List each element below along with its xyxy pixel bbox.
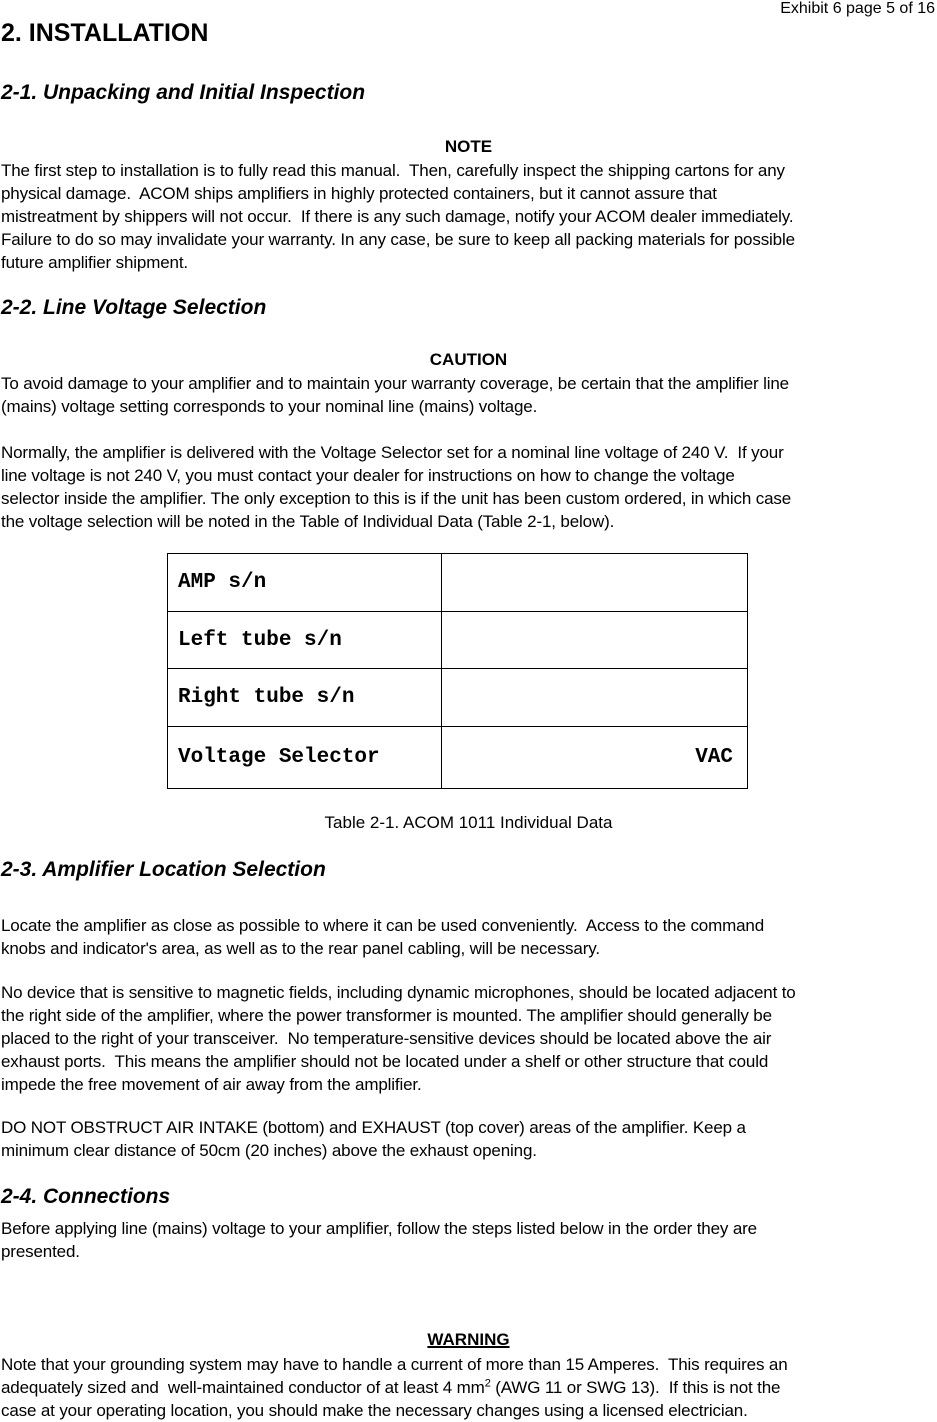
- section-heading-connections: 2-4. Connections: [1, 1185, 171, 1208]
- exhibit-page-label: Exhibit 6 page 5 of 16: [780, 0, 935, 17]
- warning-line: case at your operating location, you should make the necessary changes using a licensed electrician.: [1, 1401, 748, 1420]
- table-cell-value: VAC: [442, 727, 748, 789]
- page-title: 2. INSTALLATION: [1, 19, 209, 47]
- warning-line: (AWG 11 or SWG 13). If this is not the: [490, 1378, 781, 1397]
- location-paragraph-2: No device that is sensitive to magnetic fields, including dynamic microphones, should be located adjacent to the right side of the amplifier, where the power transformer is mounted. The amplifier should generally be placed to the right of your transceiver. No temperature-sensitive devices should be located above the air exhaust ports. This means the amplifier should not be located under a shelf or other structure that could impede the free movement of air away from the amplifier.: [1, 983, 796, 1094]
- warning-label-text: WARNING: [427, 1330, 510, 1349]
- warning-line: adequately sized and well-maintained conductor of at least 4 mm: [1, 1378, 485, 1397]
- section-heading-unpacking: 2-1. Unpacking and Initial Inspection: [1, 81, 366, 104]
- warning-text: [1, 1353, 788, 1422]
- table-cell-label: AMP s/n: [168, 554, 442, 612]
- caution-label: CAUTION: [429, 350, 508, 369]
- table-cell-value: [442, 554, 748, 612]
- location-paragraph-1: Locate the amplifier as close as possible to where it can be used conveniently. Access to the command knobs and indicator's area, as well as to the rear panel cabling, will be necessary.: [1, 916, 765, 958]
- connections-paragraph: Before applying line (mains) voltage to your amplifier, follow the steps listed below in the order they are presented.: [1, 1219, 757, 1261]
- voltage-paragraph: Normally, the amplifier is delivered with the Voltage Selector set for a nominal line voltage of 240 V. If your line voltage is not 240 V, you must contact your dealer for instructions on how to change the voltage selector inside the amplifier. The only exception to this is if the unit has been custom ordered, in which case the voltage selection will be noted in the Table of Individual Data (Table 2-1, below).: [1, 443, 792, 531]
- location-paragraph-3: DO NOT OBSTRUCT AIR INTAKE (bottom) and EXHAUST (top cover) areas of the amplifier. Keep a minimum clear distance of 50cm (20 inches) above the exhaust opening.: [1, 1118, 746, 1160]
- table-cell-label: Right tube s/n: [168, 669, 442, 727]
- warning-label: [0, 1330, 937, 1350]
- table-row: [168, 727, 748, 789]
- table-cell-label: Left tube s/n: [168, 612, 442, 669]
- note-text: The first step to installation is to fully read this manual. Then, carefully inspect the shipping cartons for any physical damage. ACOM ships amplifiers in highly protected containers, but it cannot assure that mistreatment by shippers will not occur. If there is any such damage, notify your ACOM dealer immediately. Failure to do so may invalidate your warranty. In any case, be sure to keep all packing materials for possible future amplifier shipment.: [1, 161, 795, 272]
- superscript: 2: [484, 1377, 491, 1390]
- table-row: [168, 669, 748, 727]
- caution-text: To avoid damage to your amplifier and to maintain your warranty coverage, be certain that the amplifier line (mains) voltage setting corresponds to your nominal line (mains) voltage.: [1, 374, 789, 416]
- section-heading-line-voltage: 2-2. Line Voltage Selection: [1, 296, 267, 319]
- table-cell-label: Voltage Selector: [168, 727, 442, 789]
- warning-line: Note that your grounding system may have to handle a current of more than 15 Amperes. This requires an: [1, 1355, 788, 1374]
- table-cell-value: [442, 612, 748, 669]
- table-cell-value: [442, 669, 748, 727]
- table-caption: Table 2-1. ACOM 1011 Individual Data: [324, 813, 613, 832]
- section-heading-location: 2-3. Amplifier Location Selection: [1, 858, 326, 881]
- table-row: [168, 612, 748, 669]
- individual-data-table: [167, 553, 748, 789]
- table-row: [168, 554, 748, 612]
- note-label: NOTE: [444, 137, 493, 156]
